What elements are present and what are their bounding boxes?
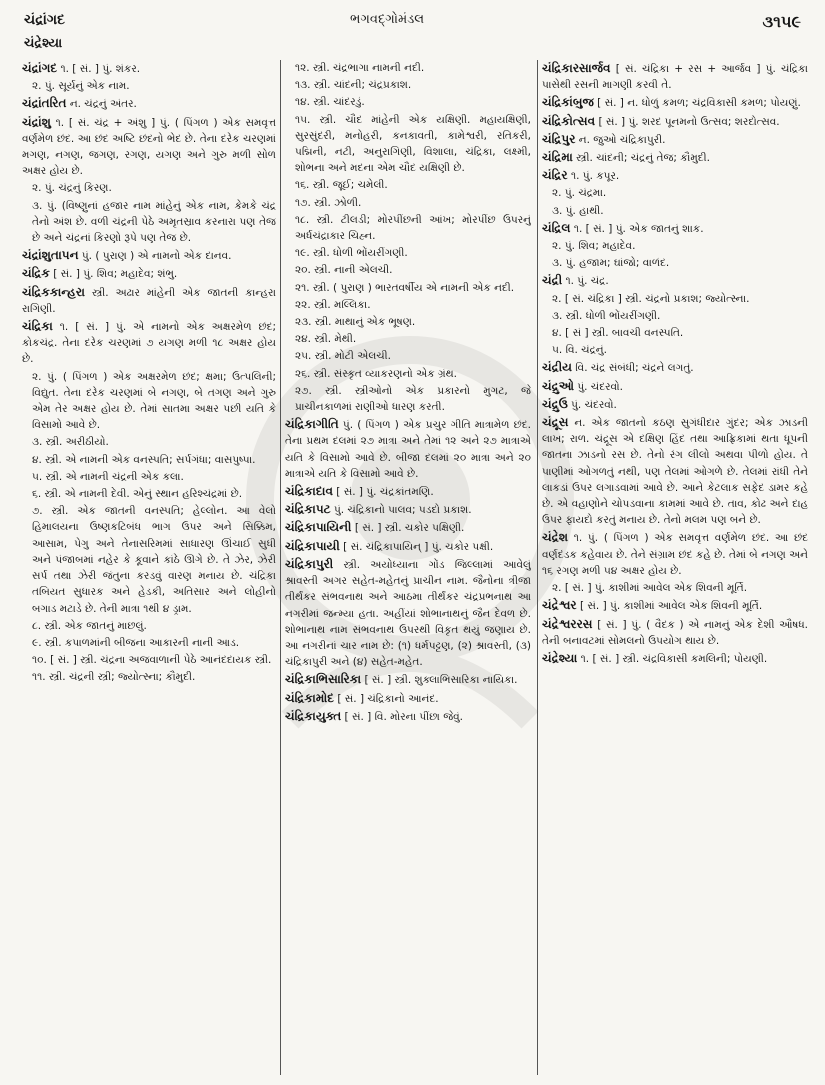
entry-sense [22,669,276,685]
definition-text: પું. ચંદરવો. [577,380,624,393]
entry-sense [285,94,531,110]
entry-sense [22,469,276,485]
definition-text: [ સં. ] ન. ધોળું કમળ; ચંદ્રવિકાસી કમળ; પોયણું. [597,97,801,110]
definition-text: ૧. [ સં. ] પું. એ નામનો એક અક્ષરમેળ છંદ; કોકચંદ્ર. તેના દરેક ચરણમાં ૭ યગણ મળી ૧૮ અક્ષર હોય છે. [22,321,276,366]
definition-text: ન. જુઓ ચંદ્રિકાપુરી. [578,133,666,146]
definition-text: [ સં. ચંદ્રિકાપાયિન્ ] પું. ચકોર પક્ષી. [343,540,494,553]
guideword-last: ચંદ્રેશ્યા [24,36,63,51]
entry-sense [542,325,808,341]
entry-sense [285,77,531,93]
dictionary-entry [22,60,276,77]
entry-sense [285,383,531,415]
headword: ચંદ્રિકાયુક્ત [285,708,342,723]
dictionary-entry [542,94,808,111]
definition-text: ૨૨. સ્ત્રી. મલ્લિકા. [295,298,371,311]
headword: ચંદ્રિકારસાર્જવ [542,61,611,75]
definition-text: ૨૫. સ્ત્રી. મોટી એલચી. [295,350,392,363]
definition-text: [ સં. ] સ્ત્રી. શુક્લાભિસારિકા નાયિકા. [364,674,518,687]
entry-sense [285,245,531,261]
dictionary-entry [542,220,808,237]
definition-text: [ સં. ચંદ્રિકા + રસ + આર્જવ ] પું. ચંદ્રિકા પાસેથી રસની માગણી કરવી તે. [542,63,808,92]
column-1 [22,60,276,1080]
definition-text: ૭. સ્ત્રી. એક જાતની વનસ્પતિ; હેલ્લોન. આ વેલો હિમાલયના ઉષ્ણકટિબંધ ભાગ ઉપર અને સિક્કિમ, આસામ, પેગુ અને તેનાસરિમમાં સાધારણ ઊંચાઈ સુધી અને પંજાબમાં નહેર કે કૂવાને કાંઠે ઊગે છે. તે ઝેર, ઝેરી સર્પ તથા ઝેરી જંતુના કરડવું વારણ મનાય છે. ચંદ્રિકા તબિયત સુધારક અને હેડકી, અતિસાર અને લોહીનો બગાડ મટાડે છે. તેની માત્રા ૧થી ૪ ડ્રામ. [32,505,276,615]
definition-text: ૮. સ્ત્રી. એક જાતનું માછલું. [32,619,147,632]
entry-sense [285,60,531,76]
headword: ચંદ્રીય [542,360,572,375]
definition-text: ૨૭. સ્ત્રી. સ્ત્રીઓનો એક પ્રકારનો મુગટ, જે પ્રાચીનકાળમાં રાણીઓ ધારણ કરતી. [295,384,531,414]
dictionary-entry [285,483,531,500]
entry-sense [22,198,276,247]
dictionary-entry [542,167,808,184]
definition-text: ૧. [ સં. ] પું. શંકર. [60,63,141,75]
definition-text: ૯. સ્ત્રી. કપાળમાંની બીજના આકારની નાની આડ. [32,636,240,649]
headword: ચંદ્રિકાપુરી [285,556,334,571]
definition-text: ૨. પું. ચંદ્રનું કિરણ. [32,182,112,195]
entry-sense [22,503,276,616]
dictionary-entry [22,247,276,264]
definition-text: ૩. પું. હાથી. [552,204,604,217]
headword: ચંદ્રી [542,273,563,288]
headword: ચંદ્રિકા [22,319,53,334]
headword: ચંદ્રિકાપાયિની [285,520,352,535]
definition-text: ૩. સ્ત્રી. અરીઠીયો. [32,436,109,449]
dictionary-entry [285,690,531,707]
definition-text: ૧. [ સં. ચંદ્ર + અંશુ ] પું. ( પિંગળ ) એક સમવૃત્ત વર્ણમેળ છંદ. આ છંદ અષ્ટિ છંદનો ભેદ છે. તેના દરેક ચરણમાં મગણ, નગણ, જગણ, રગણ, યગણ અને ગુરુ મળી સોળ અક્ષર હોય છે. [22,116,276,178]
definition-text: ૪. [ સં ] સ્ત્રી. બાવચી વનસ્પતિ. [552,327,684,340]
definition-text: ૧૮. સ્ત્રી. ટીલડી; મોરપીંછની આંખ; મોરપીંછ ઉપરનું અર્ધચંદ્રાકાર ચિહ્ન. [295,213,531,243]
dictionary-entry [542,529,808,579]
definition-text: ૧. પું. કપૂર. [570,170,620,183]
definition-text: ૨. પું. સૂર્યનું એક નામ. [32,80,130,93]
headword: ચંદ્રિકાદાવ [285,484,333,499]
definition-text: ૨. [ સં. ચંદ્રિકા ] સ્ત્રી. ચંદ્રનો પ્રકાશ; જ્યોત્સ્ના. [552,292,750,305]
definition-text: ૪. સ્ત્રી. એ નામની એક વનસ્પતિ; સર્પગંધા; વાસપુષ્પા. [32,453,256,466]
definition-text: ૨૪. સ્ત્રી. મેથી. [295,333,357,346]
definition-text: પું. ચંદરવો. [571,398,617,411]
definition-text: ૨. પું. ચંદ્રમા. [552,187,607,200]
definition-text: સ્ત્રી. અયોધ્યાના ગોંડ જિલ્લામાં આવેલું શ્રાવસ્તી અગર સહેત-મહેતનું પ્રાચીન નામ. જૈનોના ત્રીજા તીર્થંકર સંભવનાથ અને આઠમા તીર્થંકર ચંદ્રપ્રભનાથ આ નગરીમાં જન્મ્યા હતા. અહીંયાં શોભાનાથનું જૈન દેવળ છે. શોભાનાથ નામ સંભવનાથ ઉપરથી વિકૃત થયું જણાય છે. આ નગરીનાં ચાર નામ છે: (૧) ધર્મપટ્ટણ, (૨) શ્રાવસ્તી, (૩) ચંદ્રિકાપુરી અને (૪) સહેત-મહેત. [285,558,531,669]
dictionary-entry [22,95,276,112]
headword: ચંદ્રિકાપટ [285,502,331,517]
definition-text: ૧. [ સં. ] સ્ત્રી. ચંદ્રવિકાસી કમલિની; પોયણી. [580,652,768,665]
headword: ચંદ્રિમા [542,150,573,165]
headword: ચંદ્રિકોત્સવ [542,113,596,128]
headword: ચંદ્રિકાભિસારિકા [285,672,362,687]
entry-sense [542,342,808,358]
dictionary-entry [285,671,531,688]
definition-text: ૬. સ્ત્રી. એ નામની દેવી. એનું સ્થાન હરિશ્ચંદ્રમાં છે. [32,488,243,501]
definition-text: ૨. પું. શિવ; મહાદેવ. [552,240,636,253]
definition-text: ૧૨. સ્ત્રી. ચંદ્રભાગા નામની નદી. [295,62,425,74]
column-divider [280,60,281,1075]
dictionary-entry [285,416,531,482]
headword: ચંદ્રિપુર [542,131,576,146]
definition-text: [ સં. ] સ્ત્રી. ચકોર પક્ષિણી. [354,522,465,535]
definition-text: [ સં. ] પું. ( વૈદક ) એ નામનું એક દેશી ઔષધ. તેની બનાવટમાં સોમલનો ઉપયોગ થાય છે. [542,618,808,647]
definition-text: ૧૯. સ્ત્રી. ધોળી ભોંયરીંગણી. [295,247,408,260]
dictionary-entry [285,538,531,555]
dictionary-entry [542,616,808,649]
definition-text: ૧૭. સ્ત્રી. ઝોળી. [295,196,362,209]
column-divider [537,60,538,1075]
entry-sense [542,255,808,271]
entry-sense [285,262,531,278]
dictionary-entry [542,650,808,667]
definition-text: ૩. સ્ત્રી. ધોળી ભોંયરીંગણી. [552,309,661,322]
definition-text: [ સં. ] પું. શરદ પૂનમનો ઉત્સવ; શરદોત્સવ. [598,115,780,128]
entry-sense [22,452,276,468]
definition-text: [ સં. ] ચંદ્રિકાનો આનંદ. [337,692,439,705]
definition-text: [ સં. ] પું. કાશીમાં આવેલ એક શિવની મૂર્તિ. [579,600,763,613]
entry-sense [542,291,808,307]
definition-text: ન. ચંદ્રનું અંતર. [69,98,137,111]
headword: ચંદ્રાંશુતાપન [22,248,79,263]
headword: ચંદ્રેશ્વર [542,598,577,613]
definition-text: સ્ત્રી. ચાંદની; ચંદ્રનું તેજ; કૌમુદી. [576,152,711,165]
entry-sense [542,203,808,219]
definition-text: [ સં. ] વિ. મોરના પીંછા જેવું. [344,710,464,723]
definition-text: સ્ત્રી. અઢાર માંહેની એક જાતની કાન્હરા રાગિણી. [22,286,276,315]
headword: ચંદ્રિકાપાયી [285,538,340,553]
guideword-first: ચંદ્રાંગદ [24,12,65,28]
definition-text: ૩. પું. (વિષ્ણુનાં હજાર નામ માંહેનું એક નામ, કેમકે ચંદ્ર તેનો અંશ છે. વળી ચંદ્રની પેઠે અમૃતસ્રાવ કરનારા પણ તેજ છે અને ચંદ્રનાં કિરણો રૂપે પણ તેજ છે. [32,199,276,245]
headword: ચંદ્રિકાંબુજ [542,95,594,110]
entry-sense [285,297,531,313]
definition-text: ૧૪. સ્ત્રી. ચાંદરડું. [295,96,365,109]
entry-sense [285,280,531,296]
definition-text: ૧. [ સં. ] પું. એક જાતનું શાક. [573,222,704,235]
entry-sense [285,212,531,244]
dictionary-entry [542,396,808,413]
headword: ચંદ્રિકકાન્હરા [22,284,85,299]
definition-text: ૨૬. સ્ત્રી. સંસ્કૃત વ્યાકરણનો એક ગ્રંથ. [295,367,458,380]
headword: ચંદ્રાંશુ [22,114,51,129]
headword: ચંદ્રિકામોદ [285,690,334,705]
definition-text: પું. ચંદ્રિકાનો પાલવ; પડદો પ્રકાશ. [333,504,472,517]
headword: ચંદ્રુઉ [542,396,568,411]
headword: ચંદ્રિક [22,266,50,281]
dictionary-entry [542,359,808,376]
entry-sense [285,112,531,177]
dictionary-entry [285,501,531,518]
definition-text: ૧૩. સ્ત્રી. ચાંદની; ચંદ્રપ્રકાશ. [295,79,412,92]
definition-text: ૨૦. સ્ત્રી. નાની એલચી. [295,264,393,277]
definition-text: ૧૬. સ્ત્રી. જૂઈ; ચમેલી. [295,179,388,192]
definition-text: ૨. પું. ( પિંગળ ) એક અક્ષરમેળ છંદ; ક્ષમા; ઉત્પલિની; વિદ્યુત. તેના દરેક ચરણમાં બે નગણ, બે તગણ અને ગુરુ એમ તેર અક્ષર હોય છે. તેમાં સાતમા અક્ષર પછી યતિ કે વિસામો આવે છે. [32,370,276,432]
headword: ચંદ્રુઓ [542,378,574,393]
dictionary-entry [22,114,276,180]
headword: ચંદ્રેશ [542,530,568,545]
entry-sense [285,195,531,211]
headword: ચંદ્રાંગદ [22,61,58,75]
dictionary-entry [285,556,531,670]
definition-text: ૨૩. સ્ત્રી. માથાનું એક ભૂષણ. [295,316,416,329]
definition-text: ૧૦. [ સં. ] સ્ત્રી. ચંદ્રના અજવાળાની પેઠે આનંદદાયક સ્ત્રી. [32,654,272,667]
definition-text: ૫. સ્ત્રી. એ નામની ચંદ્રની એક કલા. [32,470,184,483]
dictionary-entry [22,318,276,368]
page-number: ૩૧૫૯ [762,12,801,31]
headword: ચંદ્રેશ્વરરસ [542,616,593,631]
entry-sense [285,331,531,347]
entry-sense [285,348,531,364]
dictionary-entry [542,414,808,528]
entry-sense [22,652,276,668]
definition-text: [ સં. ] પું. શિવ; મહાદેવ; શંભુ. [53,268,178,281]
definition-text: ન. એક જાતનો કઠણ સુગંધીદાર ગુંદર; એક ઝાડની લાખ; રાળ. ચંદ્રૂસ એ દક્ષિણ હિંદ તથા આફ્રિકામાં થતા ધૂપની જાતના ઝાડનો રસ છે. તેનો રંગ લીલો અથવા પીળો હોય. તે પાણીમાં ઓગળતું નથી, પણ તેલમાં ઓગળે છે. તેલમાં રાંધી તેને લાકડાં ઉપર લગાડવામાં આવે છે. આને કેટલાક સફેદ ડામર કહે છે. એ વહાણોને ચોપડવાના કામમાં આવે છે. તાવ, કોઢ અને દાહ ઉપર ફાયદો કરતું મનાય છે. તેનો મલમ પણ બને છે. [542,417,808,527]
entry-sense [542,238,808,254]
entry-sense [542,308,808,324]
headword: ચંદ્રિકાગીતિ [285,417,339,432]
headword: ચંદ્રૂસ [542,415,569,430]
entry-sense [22,78,276,94]
column-3 [542,60,808,1080]
dictionary-entry [542,113,808,130]
definition-text: ૨. [ સં. ] પું. કાશીમાં આવેલ એક શિવની મૂર્તિ. [552,582,748,595]
entry-sense [22,635,276,651]
dictionary-entry [542,131,808,148]
entry-sense [22,180,276,196]
definition-text: ૧. પું. ( પિંગળ ) એક સમવૃત્ત વર્ણમેળ છંદ. આ છંદ વર્ણદંડક કહેવાય છે. તેને સંગ્રામ છંદ કહે છે. તેમાં બે નગણ અને ૧૬ રગણ મળી ૫૪ અક્ષર હોય છે. [542,532,808,577]
definition-text: [ સં. ] પું. ચંદ્રકાંતમણિ. [336,486,434,499]
headword: ચંદ્રાંતરિત [22,96,67,111]
headword: ચંદ્રિર [542,168,568,183]
column-2 [285,60,531,1080]
entry-sense [22,486,276,502]
entry-sense [285,366,531,382]
dictionary-entry [542,60,808,93]
page-header [0,12,825,36]
dictionary-entry [542,272,808,289]
definition-text: ૨૧. સ્ત્રી. ( પુરાણ ) ભારતવર્ષીય એ નામની એક નદી. [295,281,515,294]
dictionary-entry [542,597,808,614]
definition-text: વિ. ચંદ્ર સંબંધી; ચંદ્રને લગતું. [575,362,694,375]
dictionary-entry [22,265,276,282]
dictionary-entry [542,378,808,395]
entry-sense [22,618,276,634]
definition-text: ૧૧. સ્ત્રી. ચંદ્રની સ્ત્રી; જ્યોત્સ્ના; કૌમુદી. [32,671,196,684]
entry-sense [22,369,276,434]
headword: ચંદ્રિલ [542,220,571,235]
definition-text: ૧૫. સ્ત્રી. ચૌદ માંહેની એક યક્ષિણી. મહાયક્ષિણી, સુરસુંદરી, મનોહરી, કનકાવતી, કામેશ્વરી, રતિકરી, પદ્મિની, નટી, અનુરાગિણી, વિશાલા, ચંદ્રિકા, લક્ષ્મી, શોભના અને મદના એમ ચૌદ યક્ષિણી છે. [295,113,531,175]
dictionary-entry [285,708,531,725]
dictionary-entry [22,284,276,317]
dictionary-entry [542,149,808,166]
definition-text: ૩. પું. હજામ; ઘાંજો; વાળંદ. [552,257,670,270]
definition-text: ૧. પું. ચંદ્ર. [565,275,609,288]
book-title: ભગવદ્ગોમંડલ [350,12,425,27]
entry-sense [22,434,276,450]
headword: ચંદ્રેશ્યા [542,650,578,665]
dictionary-entry [285,519,531,536]
entry-sense [285,314,531,330]
entry-sense [542,580,808,596]
entry-sense [285,177,531,193]
definition-text: ૫. વિ. ચંદ્રનું. [552,344,607,357]
definition-text: પું. ( પિંગળ ) એક પ્રચુર ગીતિ માત્રામેળ છંદ. તેના પ્રથમ દલમાં ૨૭ માત્રા અને તેમાં ૧૨ અને ૨૭ માત્રાએ યતિ કે વિસામો આવે છે. બીજા દલમાં ૨૦ માત્રા અને ૨૦ માત્રાએ યતિ કે વિસામો આવે છે. [285,419,531,480]
definition-text: પું. ( પુરાણ ) એ નામનો એક દાનવ. [81,250,232,263]
entry-sense [542,185,808,201]
